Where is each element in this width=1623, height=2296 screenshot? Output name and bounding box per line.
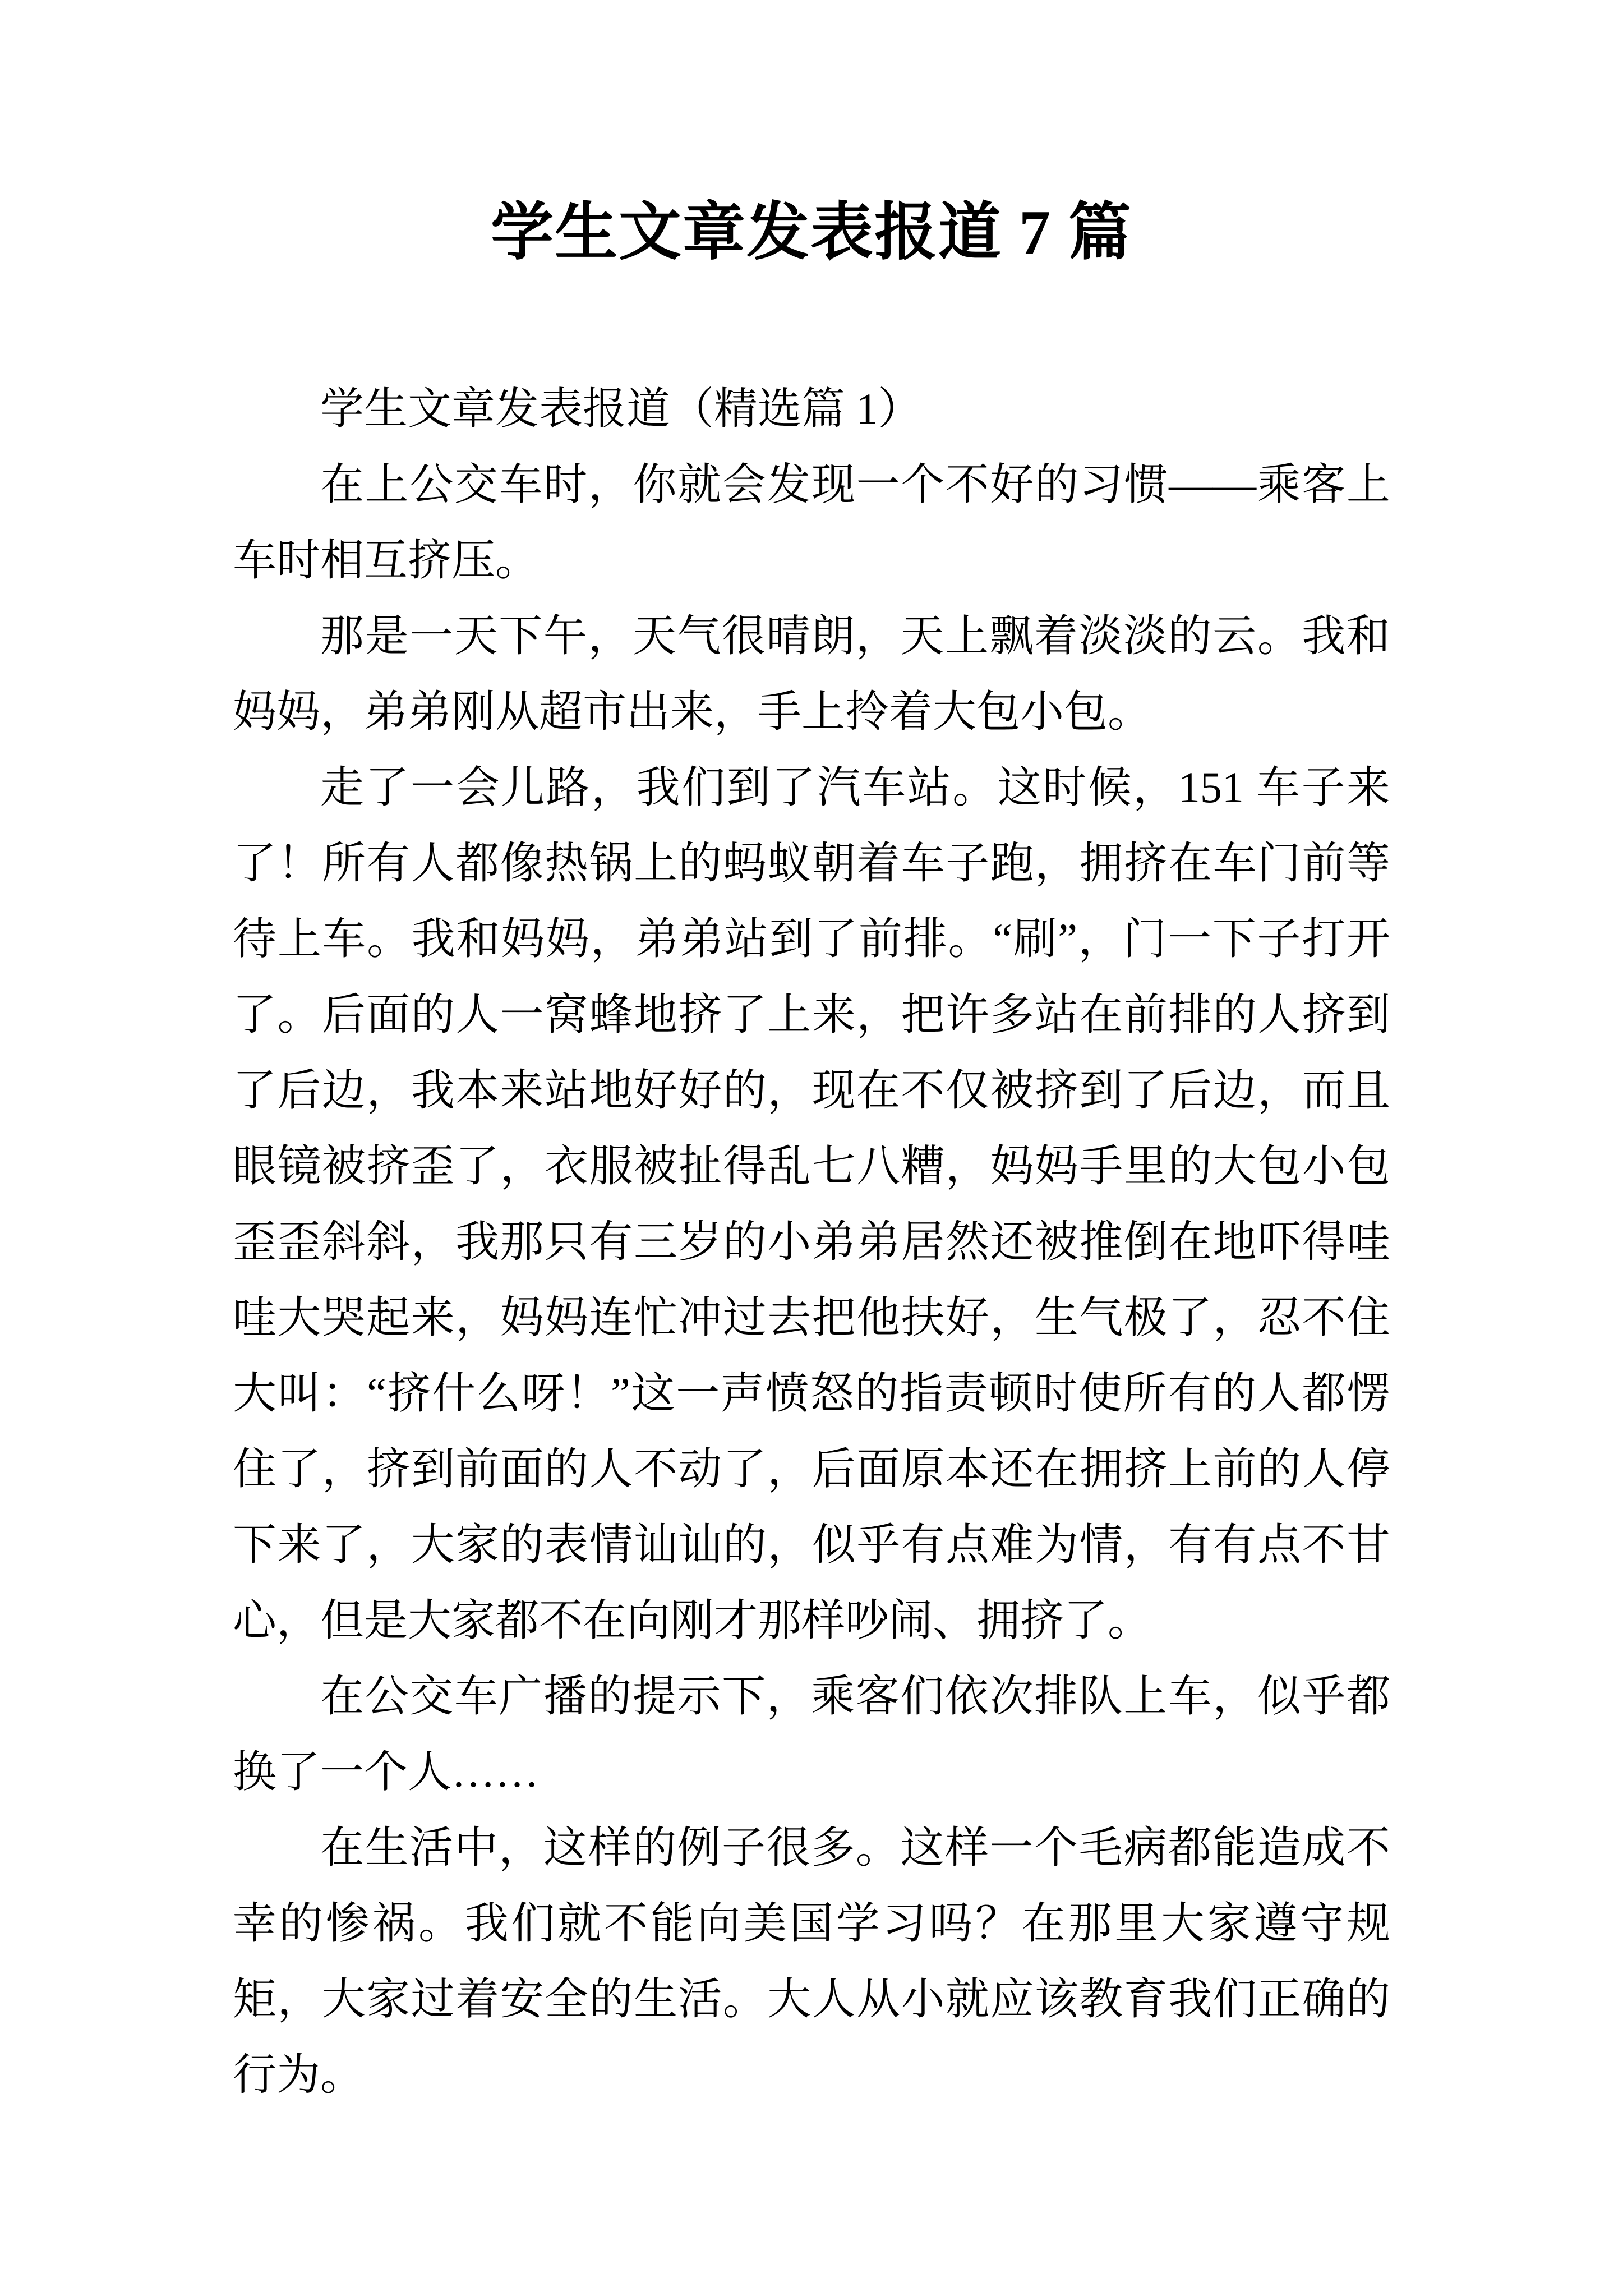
paragraph: 学生文章发表报道（精选篇 1）: [320, 384, 922, 434]
paragraph: 走了一会儿路，我们到了汽车站。这时候，151 车子来了！所有人都像热锅上的蚂蚁朝着车子跑，拥挤在车门前等待上车。我和妈妈，弟弟站到了前排。“刷”，门一下子打开了。后面的人一窝蜂地挤了上来，把许多站在前排的人挤到了后边，我本来站地好好的，现在不仅被挤到了后边，而且眼镜被挤歪了，衣服被扯得乱七八糟，妈妈手里的大包小包歪歪斜斜，我那只有三岁的小弟弟居然还被推倒在地吓得哇哇大哭起来，妈妈连忙冲过去把他扶好，生气极了，忍不住大叫：“挤什么呀！”这一声愤怒的指责顿时使所有的人都愣住了，挤到前面的人不动了，后面原本还在拥挤上前的人停下来了，大家的表情讪讪的，似乎有点难为情，有有点不甘心，但是大家都不在向刚才那样吵闹、拥挤了。: [233, 763, 1390, 1645]
paragraph: 那是一天下午，天气很晴朗，天上飘着淡淡的云。我和妈妈，弟弟刚从超市出来，手上拎着大包小包。: [233, 611, 1390, 737]
paragraph: 在生活中，这样的例子很多。这样一个毛病都能造成不幸的惨祸。我们就不能向美国学习吗？在那里大家遵守规矩，大家过着安全的生活。大人从小就应该教育我们正确的行为。: [233, 1823, 1390, 2100]
document-body: [233, 371, 1390, 2113]
paragraph: 在上公交车时，你就会发现一个不好的习惯——乘客上车时相互挤压。: [233, 460, 1390, 585]
paragraph: 在公交车广播的提示下，乘客们依次排队上车，似乎都换了一个人……: [233, 1672, 1390, 1797]
page-title: 学生文章发表报道 7 篇: [491, 198, 1132, 268]
